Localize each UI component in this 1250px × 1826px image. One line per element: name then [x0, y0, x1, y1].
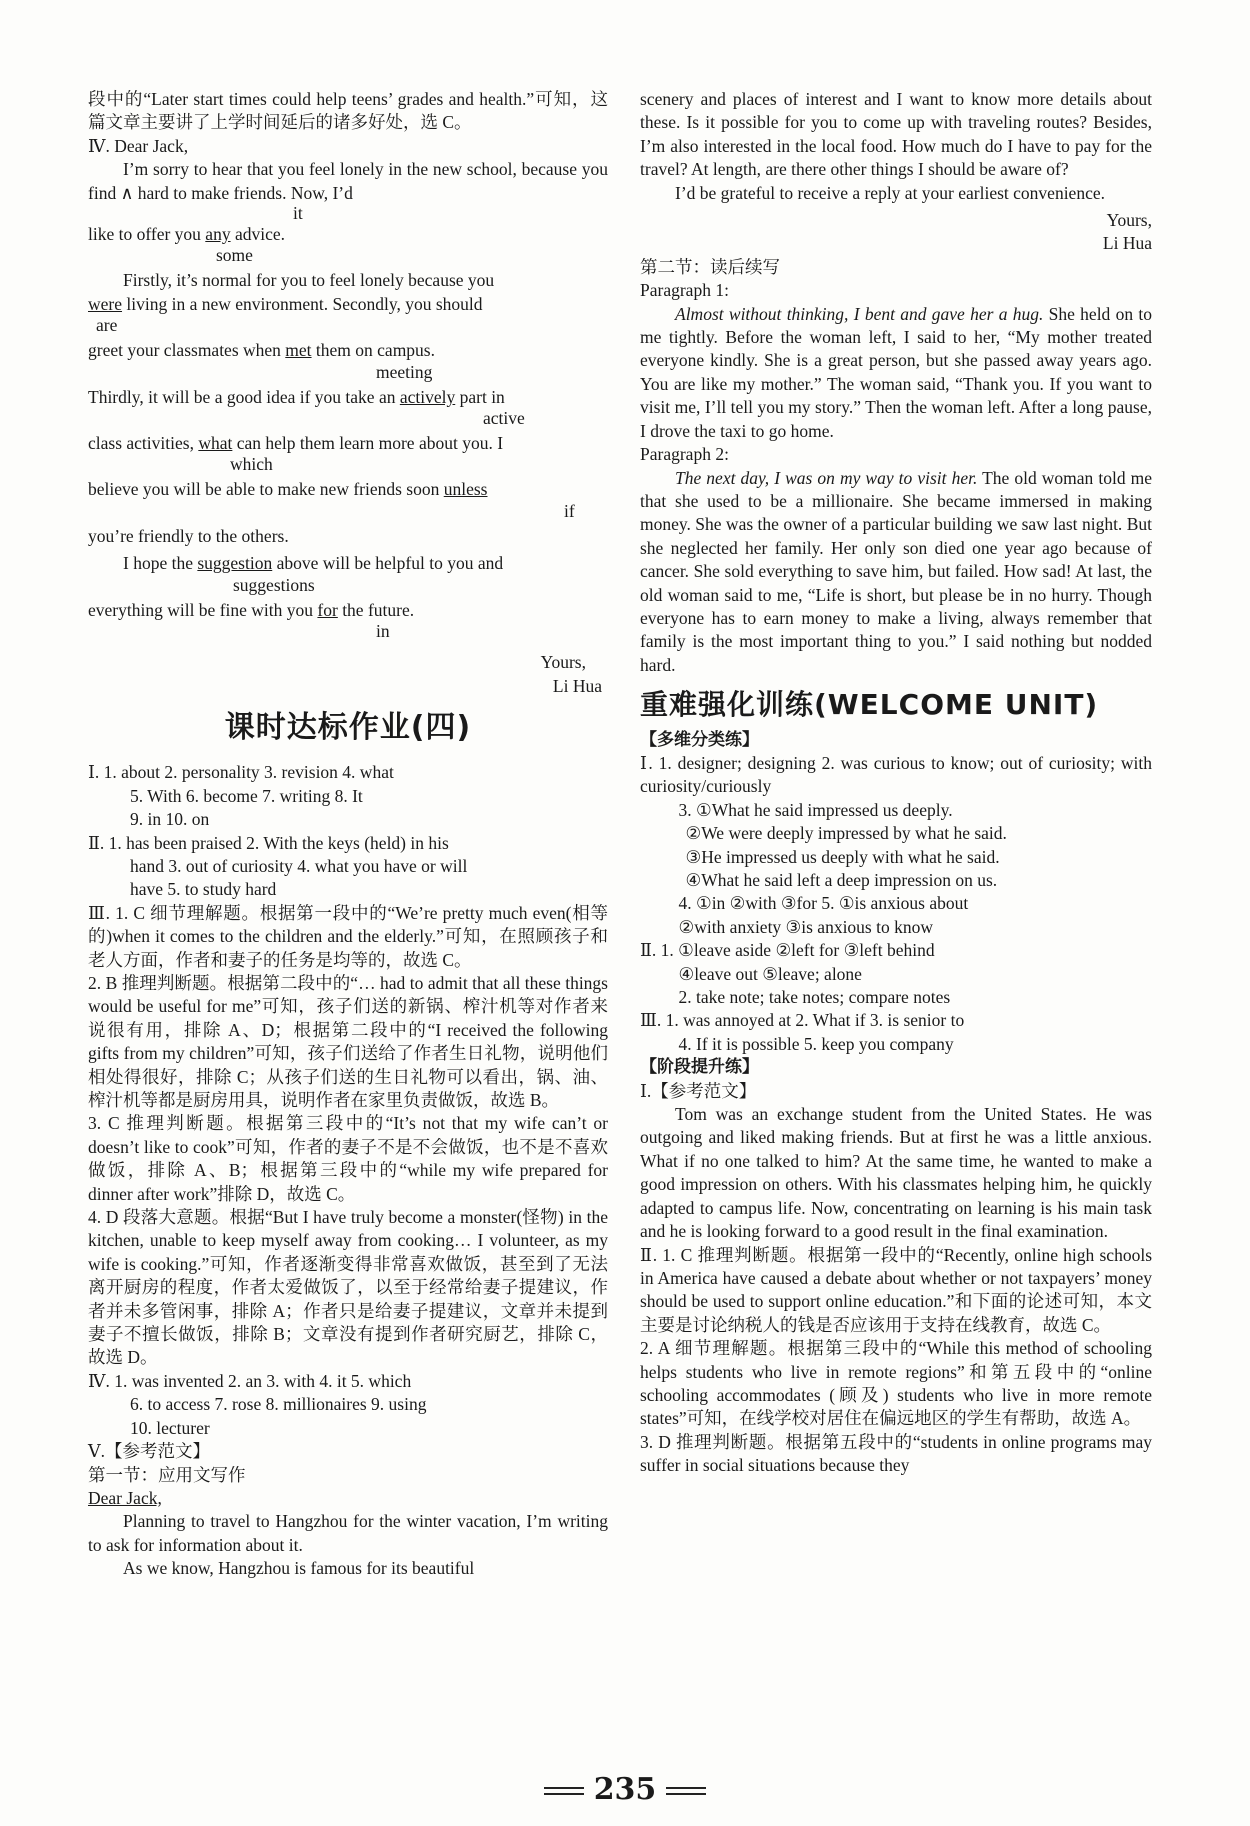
- page-number: 235: [0, 1772, 1250, 1807]
- letter-paragraph: I’d be grateful to receive a reply at your earliest convenience.: [675, 182, 1105, 203]
- paragraph-label: Paragraph 1:: [640, 280, 729, 301]
- correction-line: greet your classmates when met them on campus.: [88, 340, 435, 361]
- answer-line: Ⅲ. 1. was annoyed at 2. What if 3. is senior to: [640, 1010, 965, 1031]
- answer-line: 9. in 10. on: [130, 809, 210, 830]
- correction-line: believe you will be able to make new friends soon unless: [88, 479, 488, 500]
- answer-line: ④leave out ⑤leave; alone: [678, 963, 862, 984]
- paragraph-label: Paragraph 2:: [640, 444, 729, 465]
- tag-heading: 【阶段提升练】: [640, 1057, 759, 1078]
- answer-paragraph: 2. B 推理判断题。根据第二段中的“… had to admit that all these things would be useful for me”可知，孩子们送的新锅、榨汁机等对作者来说很有用，排除 A、D；根据第二段中的“I received the following gifts from my children”可知，孩子们送给了作者生日礼物，说明他们相处得很好，排除 C；从孩子们送的生日礼物可以看出，锅、油、榨汁机等都是厨房用具，说明作者在家里负责做饭，故选 B。: [88, 972, 608, 1110]
- correction-line: class activities, what can help them learn more about you. I: [88, 433, 504, 454]
- correction-line: you’re friendly to the others.: [88, 525, 289, 546]
- answer-line: hand 3. out of curiosity 4. what you have or will: [130, 855, 468, 876]
- answer-line: ②We were deeply impressed by what he said.: [685, 823, 1007, 844]
- closing: Yours,: [540, 652, 586, 673]
- correction-line: I hope the suggestion above will be helpful to you and: [123, 553, 504, 574]
- answer-line: 10. lecturer: [130, 1417, 210, 1438]
- answer-paragraph: 4. D 段落大意题。根据“But I have truly become a monster(怪物) in the kitchen, unable to keep myself away from cooking… I volunteer, as my wife is cooking.”可知，作者逐渐变得非常喜欢做饭，甚至到了无法离开厨房的程度，作者太爱做饭了，以至于经常给妻子提建议，作者并未多管闲事，排除 A；作者只是给妻子提建议，文章并未提到妻子不擅长做饭，排除 B；文章没有提到作者研究厨艺，排除 C，故选 D。: [88, 1207, 608, 1368]
- answer-line: 5. With 6. become 7. writing 8. It: [130, 785, 363, 806]
- correction-line: I’m sorry to hear that you feel lonely in the new school, because you find ∧ hard to make friends. Now, I’d: [88, 159, 608, 203]
- answer-line: Ⅰ. 1. designer; designing 2. was curious to know; out of curiosity; with curiosity/curiously: [640, 752, 1152, 797]
- answer-line: 2. take note; take notes; compare notes: [678, 987, 951, 1008]
- correction-word: are: [96, 315, 118, 336]
- letter-label: Ⅳ. Dear Jack,: [88, 135, 189, 156]
- right-column: [640, 88, 1152, 1478]
- correction-line: everything will be fine with you for the future.: [88, 599, 415, 620]
- top-paragraph: 段中的“Later start times could help teens’ grades and health.”可知，这篇文章主要讲了上学时间延后的诸多好处，选 C。: [88, 89, 608, 133]
- answer-paragraph: 3. C 推理判断题。根据第三段中的“It’s not that my wife can’t or doesn’t like to cook”可知，作者的妻子不是不会做饭，也不是不喜欢做饭，排除 A、B；根据第三段中的“while my wife prepared for dinner after work”排除 D，故选 C。: [88, 1113, 608, 1204]
- correction-line: Firstly, it’s normal for you to feel lonely because you: [123, 270, 495, 291]
- correction-word: which: [230, 454, 273, 475]
- left-column: [88, 88, 608, 1581]
- tag-heading: 【多维分类练】: [640, 729, 759, 750]
- answer-line: ④What he said left a deep impression on us.: [685, 870, 998, 890]
- answer-line: Ⅰ. 1. about 2. personality 3. revision 4. what: [88, 762, 394, 783]
- answer-label: Ⅰ.【参考范文】: [640, 1080, 757, 1101]
- page-number-rule-right: [666, 1787, 706, 1795]
- correction-word: active: [483, 408, 525, 429]
- answer-line: 6. to access 7. rose 8. millionaires 9. using: [130, 1394, 427, 1415]
- correction-word: some: [216, 245, 253, 266]
- correction-insert: it: [293, 203, 303, 224]
- continuation-paragraph: The next day, I was on my way to visit her. The old woman told me that she used to be a millionaire. She became immersed in making money. She was the owner of a particular building we saw last night. But she neglected her family. Her only son died one year ago because of cancer. She sold everything to save him, but failed. How sad! At last, the old woman said to me, “Life is short, but please be in no hurry. Though everyone has to earn money to make a living, always remember that family is the most important thing to you.” I said nothing but nodded hard.: [640, 467, 1152, 675]
- section-title-training: 重难强化训练(WELCOME UNIT): [640, 688, 1099, 722]
- model-essay: Tom was an exchange student from the United States. He was outgoing and liked making friends. But at first he was a little anxious. What if no one talked to him? At the same time, he wanted to make a good impression on others. With his classmates helping him, he quickly adapted to campus life. Now, concentrating on learning is his main task and he is looking forward to a good result in the final examination.: [640, 1104, 1152, 1242]
- letter-paragraph: scenery and places of interest and I want to know more details about these. Is it possible for you to come up with traveling routes? Besides, I’m also interested in the local food. How much do I have to pay for the travel? At length, are there other things I should be aware of?: [640, 89, 1152, 180]
- answer-paragraph: Ⅲ. 1. C 细节理解题。根据第一段中的“We’re pretty much even(相等的)when it comes to the children and the elderly.”可知，在照顾孩子和老人方面，作者和妻子的任务是均等的，故选 C。: [88, 902, 608, 970]
- correction-word: suggestions: [233, 574, 315, 595]
- section-title-homework: 课时达标作业(四): [224, 709, 472, 745]
- correction-line: Thirdly, it will be a good idea if you take an actively part in: [88, 386, 505, 407]
- signature: Li Hua: [552, 675, 602, 696]
- letter-greeting: Dear Jack,: [88, 1487, 162, 1508]
- letter-paragraph: As we know, Hangzhou is famous for its beautiful: [123, 1558, 475, 1579]
- continuation-paragraph: Almost without thinking, I bent and gave her a hug. She held on to me tightly. Before the woman left, I said to her, “My mother treated everyone kindly. She is a great person, but she passed away years ago. You are like my mother.” The woman said, “Thank you. If you want to visit me, I’ll tell you my story.” Then the woman left. After a long pause, I drove the taxi to go home.: [640, 303, 1152, 441]
- answer-paragraph: 3. D 推理判断题。根据第五段中的“students in online programs may suffer in social situations because they: [640, 1431, 1152, 1476]
- answer-line: 4. If it is possible 5. keep you company: [678, 1033, 954, 1054]
- signature: Li Hua: [1102, 233, 1152, 254]
- answer-line: 3. ①What he said impressed us deeply.: [678, 799, 953, 820]
- correction-word: in: [376, 621, 390, 642]
- answer-line: 4. ①in ②with ③for 5. ①is anxious about: [678, 893, 969, 914]
- correction-line: like to offer you any advice.: [88, 224, 285, 245]
- answer-line: ③He impressed us deeply with what he said.: [685, 846, 1000, 867]
- page-number-rule-left: [544, 1787, 584, 1795]
- correction-line: were living in a new environment. Secondly, you should: [88, 293, 483, 314]
- correction-word: meeting: [376, 361, 433, 382]
- answer-paragraph: Ⅱ. 1. C 推理判断题。根据第一段中的“Recently, online high schools in America have caused a debate about whether or not taxpayers’ money should be used to support online education.”和下面的论述可知，本文主要是讨论纳税人的钱是否应该用于支持在线教育，故选 C。: [640, 1244, 1152, 1335]
- answer-line: Ⅳ. 1. was invented 2. an 3. with 4. it 5. which: [88, 1370, 412, 1391]
- answer-label: Ⅴ.【参考范文】: [88, 1441, 211, 1462]
- letter-paragraph: Planning to travel to Hangzhou for the winter vacation, I’m writing to ask for information about it.: [88, 1511, 608, 1555]
- answer-line: ②with anxiety ③is anxious to know: [678, 916, 933, 937]
- answer-line: have 5. to study hard: [130, 879, 277, 900]
- subsection-title: 第二节：读后续写: [640, 256, 780, 277]
- correction-word: if: [564, 500, 575, 521]
- answer-line: Ⅱ. 1. ①leave aside ②left for ③left behind: [640, 940, 935, 961]
- answer-line: Ⅱ. 1. has been praised 2. With the keys (held) in his: [88, 832, 449, 853]
- subsection-title: 第一节：应用文写作: [88, 1464, 246, 1485]
- answer-paragraph: 2. A 细节理解题。根据第三段中的“While this method of schooling helps students who live in remote regions”和第五段中的“online schooling accommodates (顾及) students who live in more remote states”可知，在线学校对居住在偏远地区的学生有帮助，故选 A。: [640, 1338, 1152, 1429]
- closing: Yours,: [1106, 210, 1152, 231]
